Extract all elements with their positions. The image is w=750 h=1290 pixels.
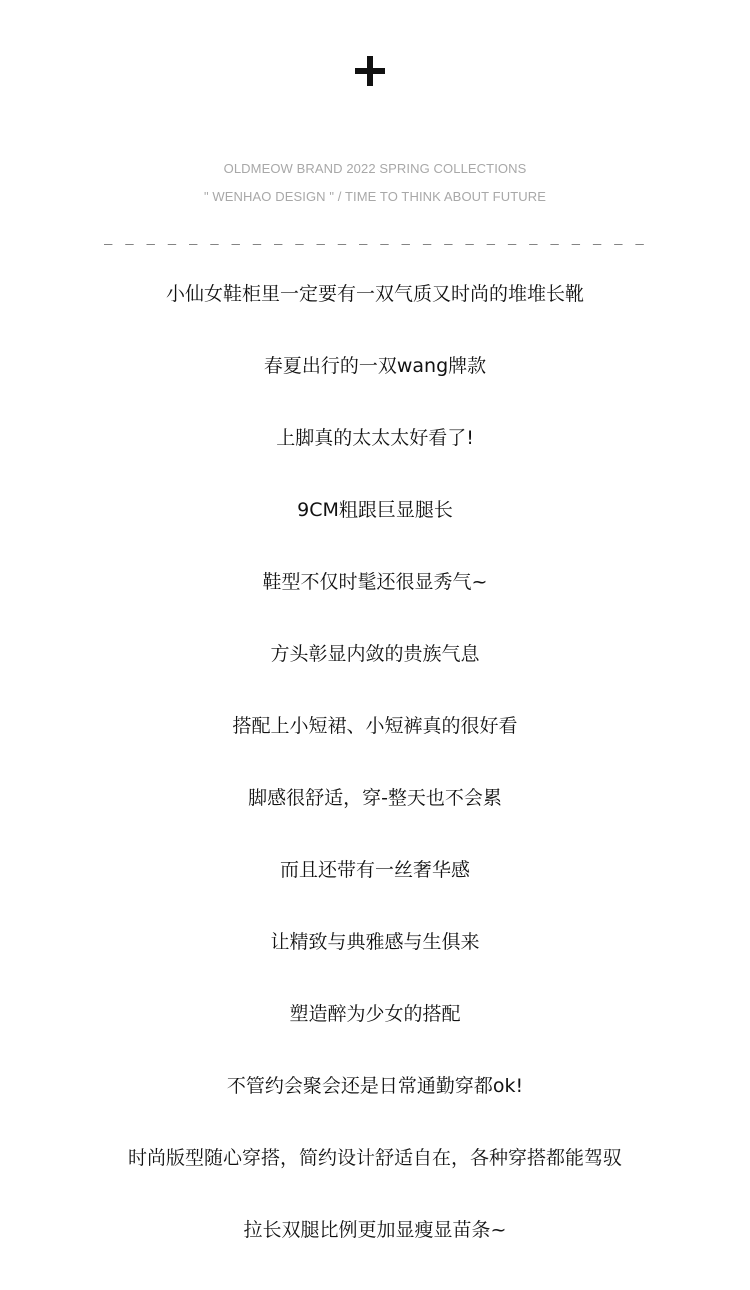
description-line: 上脚真的太太太好看了! (276, 427, 474, 449)
description-line: 方头彰显内敛的贵族气息 (270, 643, 480, 665)
plus-icon (355, 56, 385, 86)
description-line: 春夏出行的一双wang牌款 (263, 355, 487, 377)
description-line: 鞋型不仅时髦还很显秀气~ (262, 571, 488, 593)
description-line: 不管约会聚会还是日常通勤穿都ok! (226, 1075, 524, 1097)
description-line: 塑造醉为少女的搭配 (289, 1003, 461, 1025)
plus-icon-bar-vertical (367, 56, 373, 86)
description-line: 拉长双腿比例更加显瘦显苗条~ (243, 1219, 507, 1241)
dashed-divider: _ _ _ _ _ _ _ _ _ _ _ _ _ _ _ _ _ _ _ _ _ _ _ _ _ _ (103, 229, 647, 245)
description-line: 9CM粗跟巨显腿长 (297, 499, 453, 521)
brand-design-tagline: " WENHAO DESIGN " / TIME TO THINK ABOUT FUTURE (203, 189, 546, 204)
description-line: 而且还带有一丝奢华感 (279, 859, 470, 881)
description-line: 让精致与典雅感与生俱来 (270, 931, 480, 953)
brand-collection-title: OLDMEOW BRAND 2022 SPRING COLLECTIONS (223, 161, 527, 176)
product-description-list (0, 282, 750, 1290)
description-line: 时尚版型随心穿搭，简约设计舒适自在，各种穿搭都能驾驭 (127, 1147, 622, 1169)
description-line: 搭配上小短裙、小短裤真的很好看 (232, 715, 518, 737)
description-line: 脚感很舒适，穿-整天也不会累 (248, 787, 502, 809)
description-line: 小仙女鞋柜里一定要有一双气质又时尚的堆堆长靴 (165, 283, 584, 305)
